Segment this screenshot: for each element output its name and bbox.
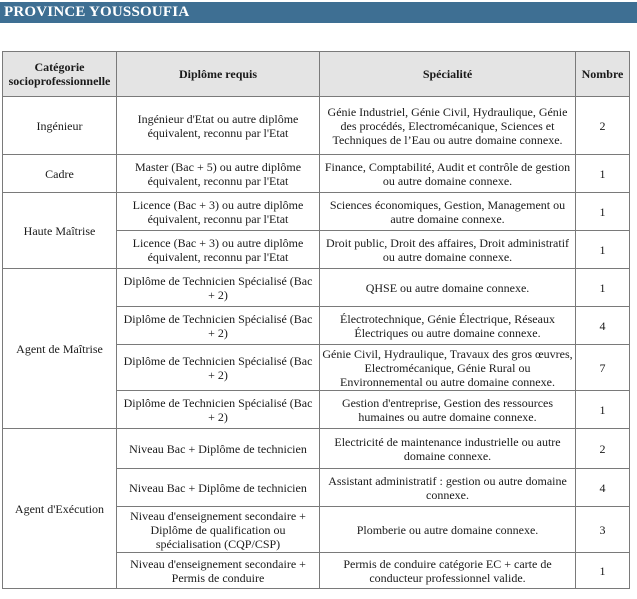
header-nombre: Nombre	[576, 52, 630, 97]
nombre-cell: 4	[576, 469, 630, 507]
diplome-cell: Niveau Bac + Diplôme de technicien	[117, 429, 320, 469]
specialite-cell: Electricité de maintenance industrielle ou autre domaine connexe.	[320, 429, 576, 469]
nombre-cell: 1	[576, 391, 630, 429]
nombre-cell: 4	[576, 307, 630, 345]
diplome-cell: Niveau Bac + Diplôme de technicien	[117, 469, 320, 507]
nombre-cell: 1	[576, 269, 630, 307]
recruitment-table	[2, 51, 630, 589]
table-row	[3, 97, 630, 155]
nombre-cell: 1	[576, 553, 630, 589]
specialite-cell: Droit public, Droit des affaires, Droit administratif ou autre domaine connexe.	[320, 231, 576, 269]
nombre-cell: 2	[576, 97, 630, 155]
specialite-cell: Génie Civil, Hydraulique, Travaux des gros œuvres, Electromécanique, Génie Rural ou Environnemental ou autre domaine connexe.	[320, 345, 576, 391]
specialite-cell: Sciences économiques, Gestion, Management ou autre domaine connexe.	[320, 193, 576, 231]
nombre-cell: 1	[576, 155, 630, 193]
nombre-cell: 1	[576, 231, 630, 269]
table-row	[3, 193, 630, 231]
table-header-row	[3, 52, 630, 97]
table-row	[3, 269, 630, 307]
diplome-cell: Ingénieur d'Etat ou autre diplôme équivalent, reconnu par l'Etat	[117, 97, 320, 155]
diplome-cell: Licence (Bac + 3) ou autre diplôme équivalent, reconnu par l'Etat	[117, 231, 320, 269]
nombre-cell: 7	[576, 345, 630, 391]
diplome-cell: Niveau d'enseignement secondaire + Diplôme de qualification ou spécialisation (CQP/CSP)	[117, 507, 320, 553]
nombre-cell: 1	[576, 193, 630, 231]
specialite-cell: Permis de conduire catégorie EC + carte de conducteur professionnel valide.	[320, 553, 576, 589]
diplome-cell: Diplôme de Technicien Spécialisé (Bac + 2)	[117, 269, 320, 307]
table-body	[3, 97, 630, 589]
specialite-cell: Plomberie ou autre domaine connexe.	[320, 507, 576, 553]
diplome-cell: Diplôme de Technicien Spécialisé (Bac + 2)	[117, 345, 320, 391]
diplome-cell: Licence (Bac + 3) ou autre diplôme équivalent, reconnu par l'Etat	[117, 193, 320, 231]
nombre-cell: 2	[576, 429, 630, 469]
header-diplome: Diplôme requis	[117, 52, 320, 97]
category-cell: Haute Maîtrise	[3, 193, 117, 269]
specialite-cell: Électrotechnique, Génie Électrique, Réseaux Électriques ou autre domaine connexe.	[320, 307, 576, 345]
specialite-cell: QHSE ou autre domaine connexe.	[320, 269, 576, 307]
category-cell: Ingénieur	[3, 97, 117, 155]
table-row	[3, 155, 630, 193]
diplome-cell: Niveau d'enseignement secondaire + Permis de conduire	[117, 553, 320, 589]
header-categorie: Catégorie socioprofessionnelle	[3, 52, 117, 97]
specialite-cell: Assistant administratif : gestion ou autre domaine connexe.	[320, 469, 576, 507]
table-row	[3, 429, 630, 469]
nombre-cell: 3	[576, 507, 630, 553]
specialite-cell: Finance, Comptabilité, Audit et contrôle de gestion ou autre domaine connexe.	[320, 155, 576, 193]
category-cell: Cadre	[3, 155, 117, 193]
category-cell: Agent d'Exécution	[3, 429, 117, 589]
diplome-cell: Diplôme de Technicien Spécialisé (Bac + 2)	[117, 307, 320, 345]
header-specialite: Spécialité	[320, 52, 576, 97]
diplome-cell: Diplôme de Technicien Spécialisé (Bac + 2)	[117, 391, 320, 429]
diplome-cell: Master (Bac + 5) ou autre diplôme équivalent, reconnu par l'Etat	[117, 155, 320, 193]
province-title: PROVINCE YOUSSOUFIA	[0, 2, 637, 23]
specialite-cell: Génie Industriel, Génie Civil, Hydraulique, Génie des procédés, Electromécanique, Sciences et Techniques de l’Eau ou autre domaine connexe.	[320, 97, 576, 155]
specialite-cell: Gestion d'entreprise, Gestion des ressources humaines ou autre domaine connexe.	[320, 391, 576, 429]
category-cell: Agent de Maîtrise	[3, 269, 117, 429]
